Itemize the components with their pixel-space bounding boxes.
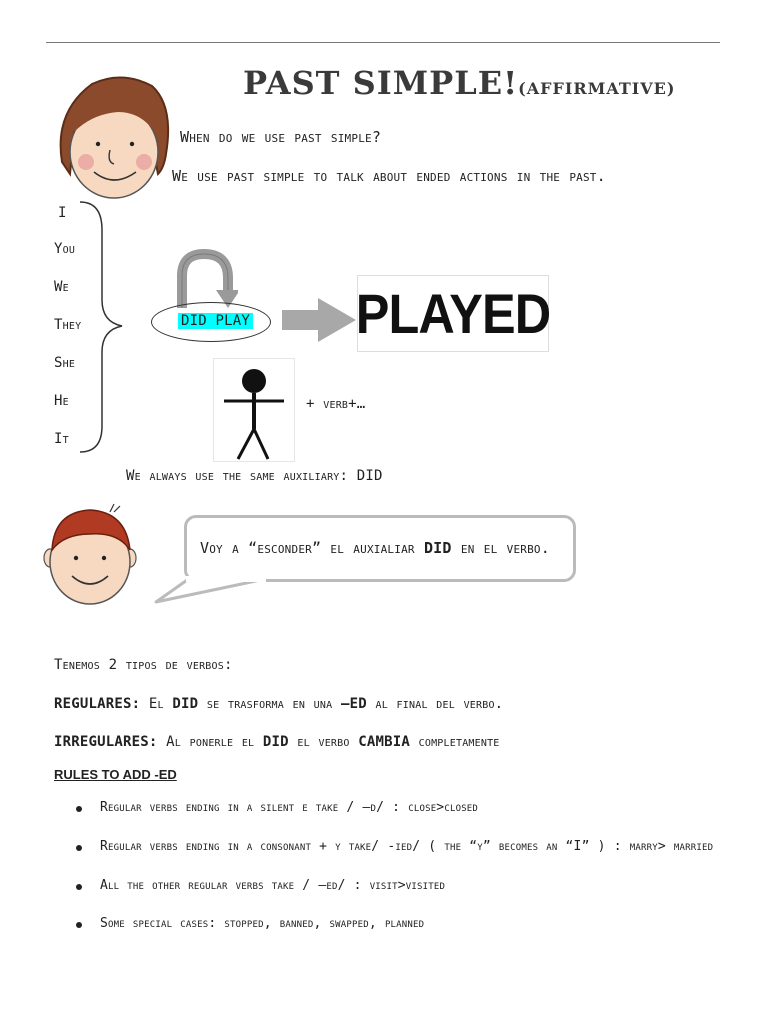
regular-post: se trasforma en una <box>198 696 341 712</box>
irregular-label: IRREGULARES: <box>54 734 158 750</box>
pronoun-he: He <box>54 393 69 409</box>
bubble-bold: DID <box>423 539 452 557</box>
irregular-pre: Al ponerle el <box>157 734 263 750</box>
title-sub: (AFFIRMATIVE) <box>518 79 676 98</box>
boy-face-icon <box>42 500 138 608</box>
verb-label: + verb+… <box>306 396 366 412</box>
bubble-tail-cover <box>186 576 266 586</box>
stick-figure-frame <box>213 358 295 462</box>
bubble-prefix: Voy a “esconder” el auxialiar <box>200 539 424 557</box>
top-divider <box>46 42 720 43</box>
pronoun-they: They <box>54 317 82 333</box>
irregular-end: completamente <box>410 734 500 750</box>
did-play-label: DID PLAY <box>178 313 253 329</box>
pronoun-it: It <box>54 431 69 447</box>
irregular-mid: el verbo <box>288 734 359 750</box>
irregular-did: DID <box>262 734 289 750</box>
played-box <box>357 275 549 352</box>
stick-figure-icon <box>214 359 294 461</box>
bullet-dot <box>76 922 82 928</box>
auxiliary-note: We always use the same auxiliary: DID <box>126 468 383 484</box>
regular-line <box>54 696 503 712</box>
bullet-dot <box>76 884 82 890</box>
rule-item: Some special cases: stopped, banned, swapped, planned <box>100 916 425 931</box>
bubble-suffix: en el verbo. <box>451 539 550 557</box>
pronoun-she: She <box>54 355 76 371</box>
bullet-dot <box>76 806 82 812</box>
bullet-dot <box>76 845 82 851</box>
pronoun-i: I <box>58 205 67 221</box>
bubble-text <box>200 539 550 557</box>
rule-item: Regular verbs ending in a silent e take / –d/ : close>closed <box>100 800 479 815</box>
rule-item: Regular verbs ending in a consonant + y take/ -ied/ ( the “y” becomes an “I” ) : marry> married <box>100 839 714 854</box>
intro-question: When do we use past simple? <box>180 128 382 146</box>
curly-brace-icon <box>72 200 128 456</box>
played-label: PLAYED <box>355 282 551 345</box>
regular-label: REGULARES: <box>54 696 141 712</box>
rules-title: RULES TO ADD -ED <box>54 767 177 782</box>
intro-answer: We use past simple to talk about ended actions in the past. <box>172 167 606 185</box>
pronoun-we: We <box>54 279 69 295</box>
regular-ed: –ED <box>340 696 367 712</box>
irregular-line <box>54 734 500 750</box>
pronoun-you: You <box>54 241 76 257</box>
regular-end: al final del verbo. <box>366 696 504 712</box>
regular-did: DID <box>172 696 199 712</box>
types-intro: Tenemos 2 tipos de verbos: <box>54 657 233 673</box>
right-arrow-icon <box>282 296 358 344</box>
rule-item: All the other regular verbs take / –ed/ : visit>visited <box>100 878 446 893</box>
title-main: PAST SIMPLE! <box>243 64 519 102</box>
irregular-cambia: CAMBIA <box>358 734 411 750</box>
woman-face-icon <box>52 72 172 200</box>
page-title <box>243 64 675 102</box>
regular-pre: El <box>140 696 173 712</box>
